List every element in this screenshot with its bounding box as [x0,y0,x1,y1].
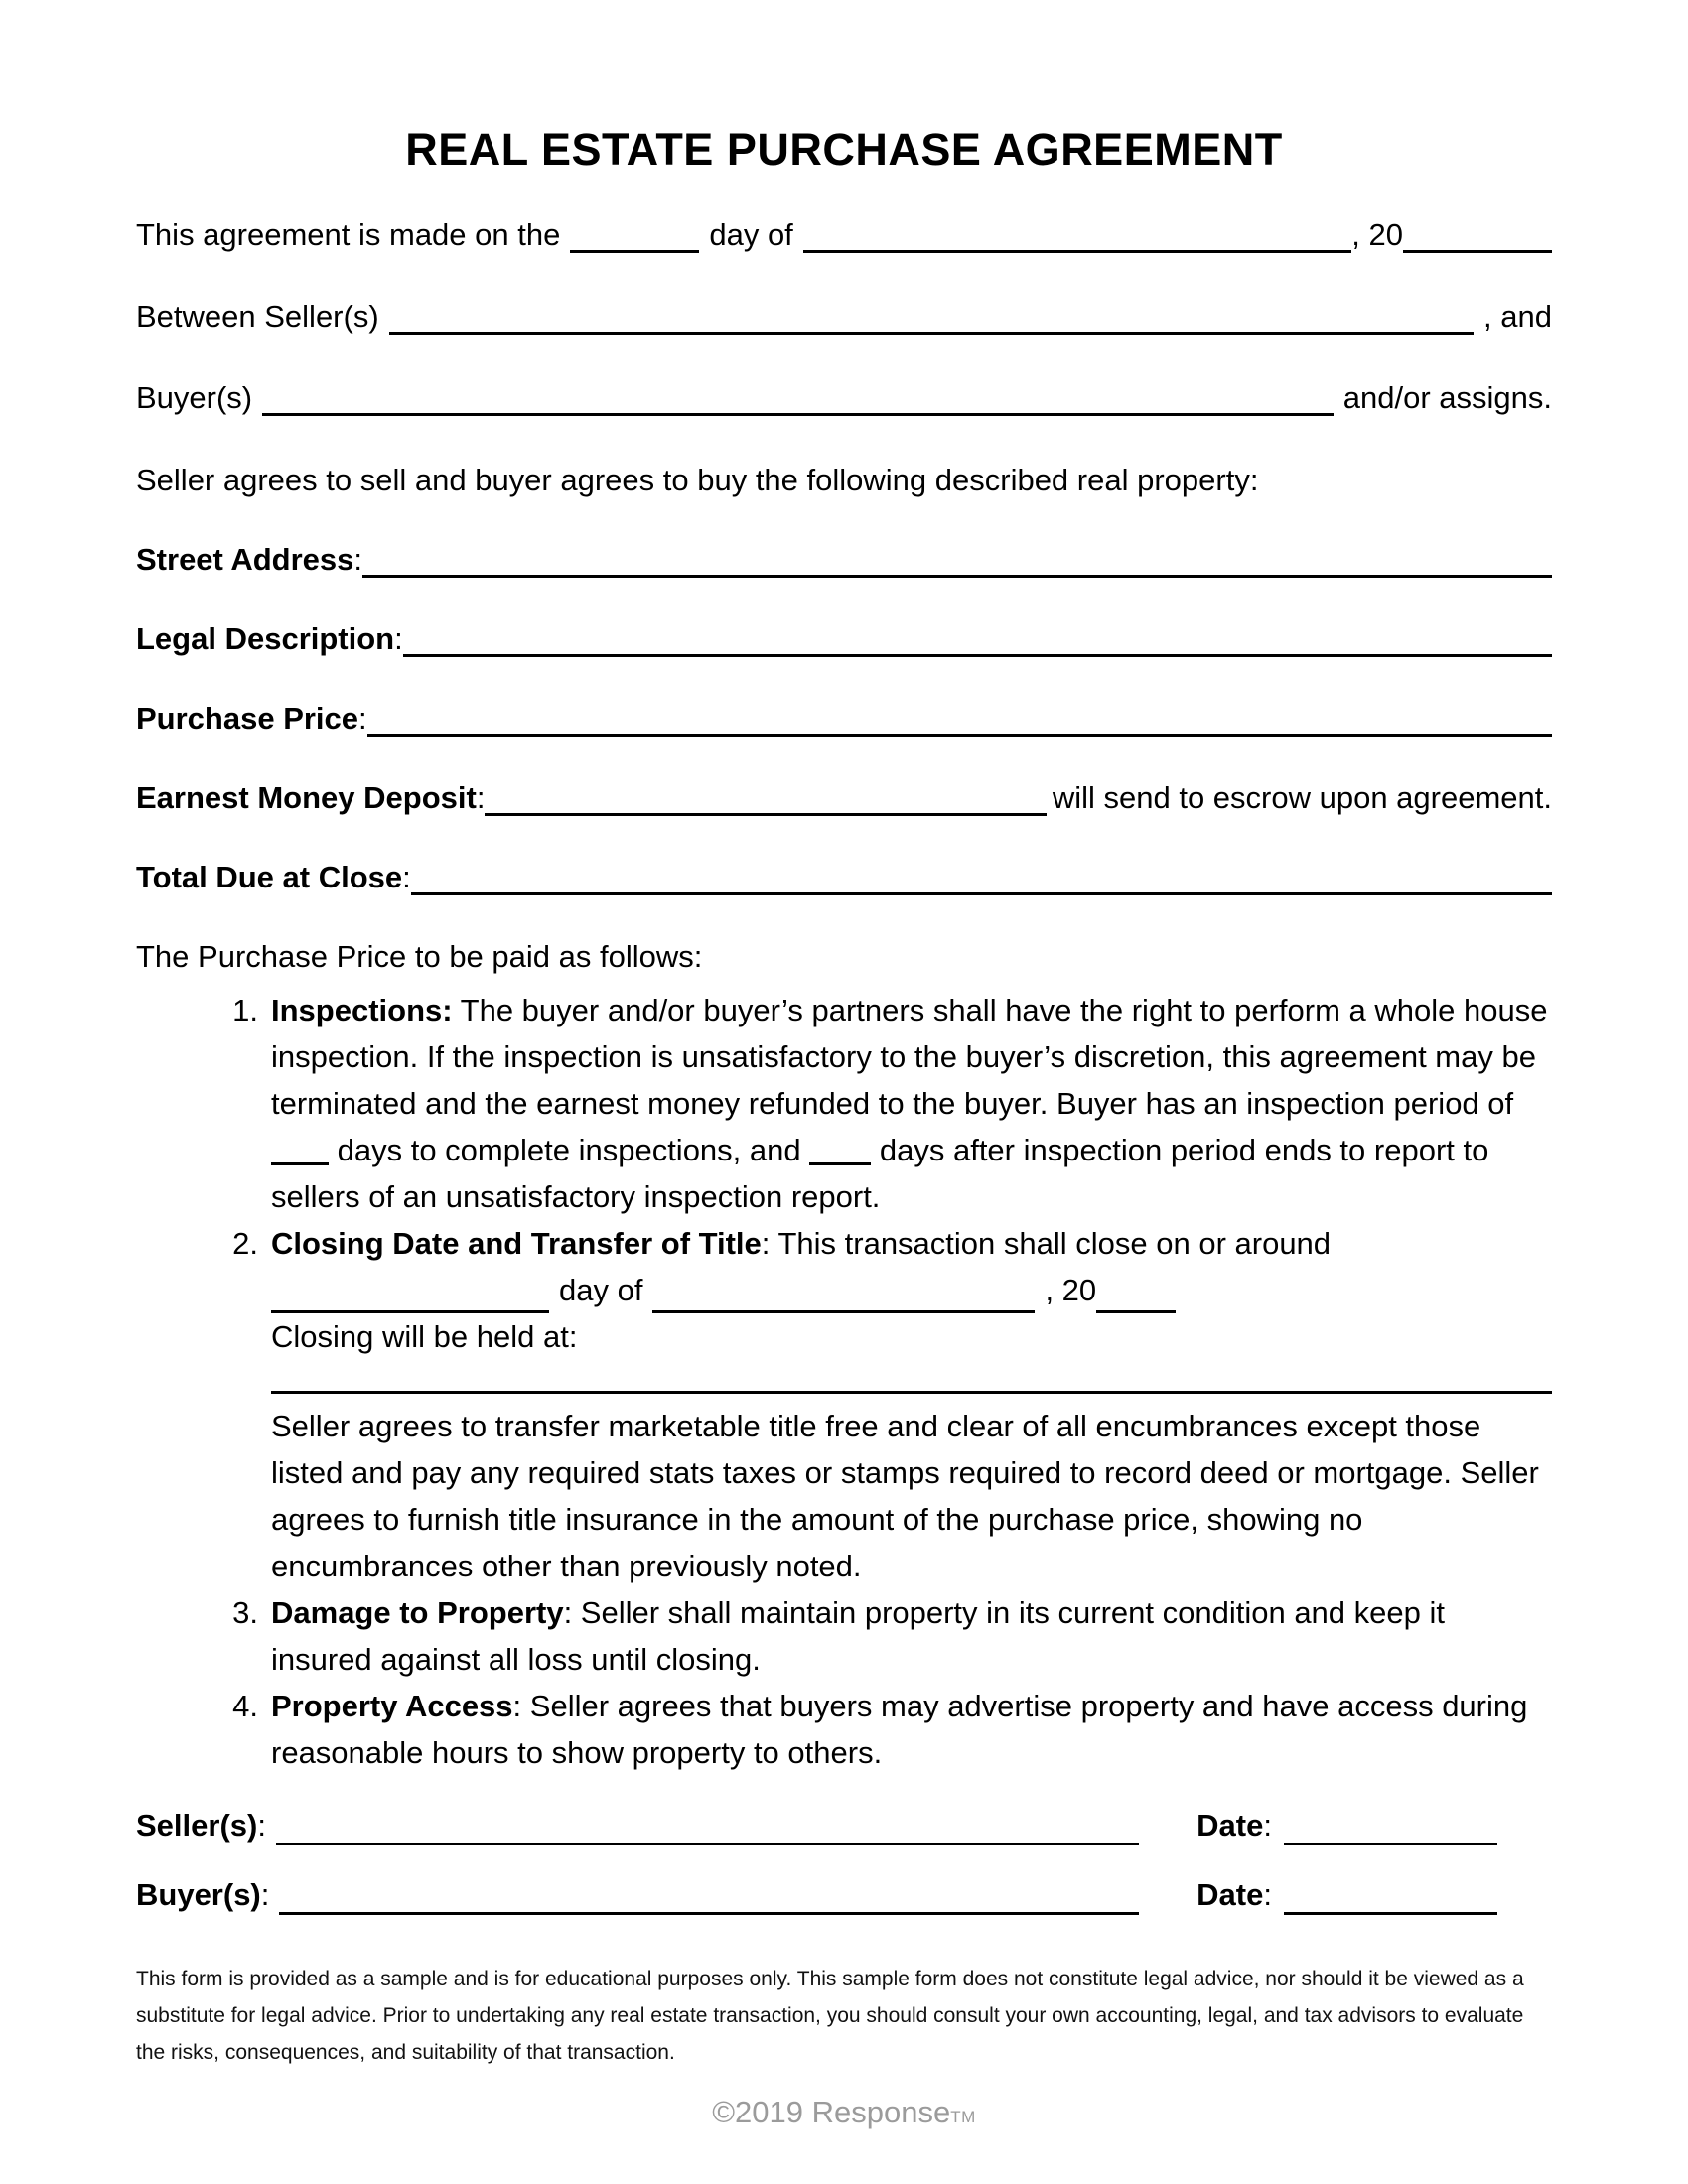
earnest-money-colon: : [476,780,486,815]
closing-year-blank[interactable] [1096,1310,1176,1313]
legal-description-label: Legal Description [136,621,395,656]
term-item-damage [136,1589,1552,1683]
street-address-label: Street Address [136,542,354,577]
term-item-inspections [136,987,1552,1220]
between-seller-text: Between Seller(s) [136,299,379,334]
seller-name-blank[interactable] [389,332,1474,335]
damage-text: : Seller shall maintain property in its current condition and keep it insured against all loss until closing. [271,1595,1445,1677]
seller-date-label: Date [1196,1808,1264,1843]
legal-description-row [136,621,1552,657]
earnest-money-label: Earnest Money Deposit [136,780,477,815]
title-transfer-paragraph: Seller agrees to transfer marketable title free and clear of all encumbrances except those listed and pay any required stats taxes or stamps required to record deed or mortgage. Seller agrees to furnish title insurance in the amount of the purchase price, showing no encumbrances other than previously noted. [271,1409,1539,1583]
purchase-price-intro: The Purchase Price to be paid as follows: [136,939,703,974]
inspections-text-b: days to complete inspections, and [337,1133,801,1167]
closing-held-text: Closing will be held at: [271,1319,578,1354]
earnest-escrow-text: will send to escrow upon agreement. [1052,780,1552,815]
purchase-price-blank[interactable] [367,734,1552,737]
purchase-price-label: Purchase Price [136,701,359,736]
street-address-row [136,542,1552,578]
term-body-1 [271,987,1552,1220]
closing-heading-line [271,1220,1552,1267]
copyright-text: ©2019 Response [712,2095,951,2129]
earnest-money-row [136,780,1552,816]
term-body-3 [271,1589,1552,1683]
seller-signature-colon: : [257,1808,266,1843]
month-blank[interactable] [803,250,1351,253]
seller-signature-row [136,1806,1552,1845]
trademark-text: TM [950,2108,976,2126]
total-due-row [136,860,1552,895]
buyer-signature-row [136,1875,1552,1915]
year-blank[interactable] [1403,250,1552,253]
term-number-2: 2. [232,1226,258,1261]
inspections-text-a: The buyer and/or buyer’s partners shall have the right to perform a whole house inspection. If the inspection is unsatisfactory to the buyer’s discretion, this agreement may be terminated and the earnest money refunded to the buyer. Buyer has an inspection period of [271,993,1548,1121]
page-title: REAL ESTATE PURCHASE AGREEMENT [405,124,1283,175]
purchase-price-row [136,701,1552,737]
buyer-signature-colon: : [260,1877,270,1912]
damage-heading: Damage to Property [271,1595,564,1630]
inspections-text-c: days after inspection period ends to report to sellers of an unsatisfactory inspection report. [271,1133,1489,1214]
purchase-price-colon: : [358,701,367,736]
seller-signature-label: Seller(s) [136,1808,258,1843]
inspection-days-blank[interactable] [271,1162,329,1165]
closing-year-text: , 20 [1045,1273,1097,1307]
inspections-heading: Inspections: [271,993,453,1027]
terms-list [136,987,1552,1776]
buyer-date-colon: : [1263,1877,1272,1912]
total-due-colon: : [402,860,411,894]
property-intro-sentence: Seller agrees to sell and buyer agrees to buy the following described real property: [136,463,1259,497]
and-text: , and [1483,299,1552,334]
assigns-text: and/or assigns. [1342,380,1552,415]
made-on-text: This agreement is made on the [136,217,561,252]
seller-date-blank[interactable] [1284,1843,1497,1845]
buyer-name-line [136,380,1552,416]
term-number-4: 4. [232,1689,258,1723]
term-number-1: 1. [232,993,258,1027]
closing-text-a: : This transaction shall close on or around [761,1226,1332,1261]
access-heading: Property Access [271,1689,513,1723]
term-body-2 [271,1220,1552,1589]
term-body-4 [271,1683,1552,1776]
year-prefix-text: , 20 [1351,217,1403,252]
term-item-access [136,1683,1552,1776]
term-item-closing [136,1220,1552,1589]
total-due-label: Total Due at Close [136,860,403,894]
closing-location-blank[interactable] [271,1391,1552,1394]
buyer-date-blank[interactable] [1284,1912,1497,1915]
term-number-3: 3. [232,1595,258,1630]
buyer-signature-blank[interactable] [279,1912,1139,1915]
report-days-blank[interactable] [809,1162,871,1165]
buyer-signature-label: Buyer(s) [136,1877,261,1912]
closing-date-line [271,1267,1552,1313]
total-due-blank[interactable] [411,892,1552,895]
access-text: : Seller agrees that buyers may advertise property and have access during reasonable hours to show property to others. [271,1689,1528,1770]
street-address-colon: : [353,542,363,577]
seller-name-line [136,299,1552,335]
closing-month-blank[interactable] [652,1310,1035,1313]
legal-description-colon: : [394,621,403,656]
seller-date-colon: : [1263,1808,1272,1843]
street-address-blank[interactable] [362,575,1552,578]
legal-description-blank[interactable] [403,654,1552,657]
seller-signature-blank[interactable] [276,1843,1139,1845]
disclaimer-text: This form is provided as a sample and is for educational purposes only. This sample form does not constitute legal advice, nor should it be viewed as a substitute for legal advice. Prior to undertaking any real estate transaction, you should consult your own accounting, legal, and tax advisors to evaluate the risks, consequences, and suitability of that transaction. [136,1968,1524,2064]
closing-heading: Closing Date and Transfer of Title [271,1226,762,1261]
agreement-date-line [136,217,1552,253]
day-number-blank[interactable] [570,250,699,253]
buyer-name-blank[interactable] [262,413,1334,416]
day-of-text: day of [709,217,793,252]
buyer-date-label: Date [1196,1877,1264,1912]
buyer-text: Buyer(s) [136,380,253,415]
closing-day-of-text: day of [559,1273,643,1307]
footer [136,2095,1552,2130]
earnest-money-blank[interactable] [485,813,1046,816]
